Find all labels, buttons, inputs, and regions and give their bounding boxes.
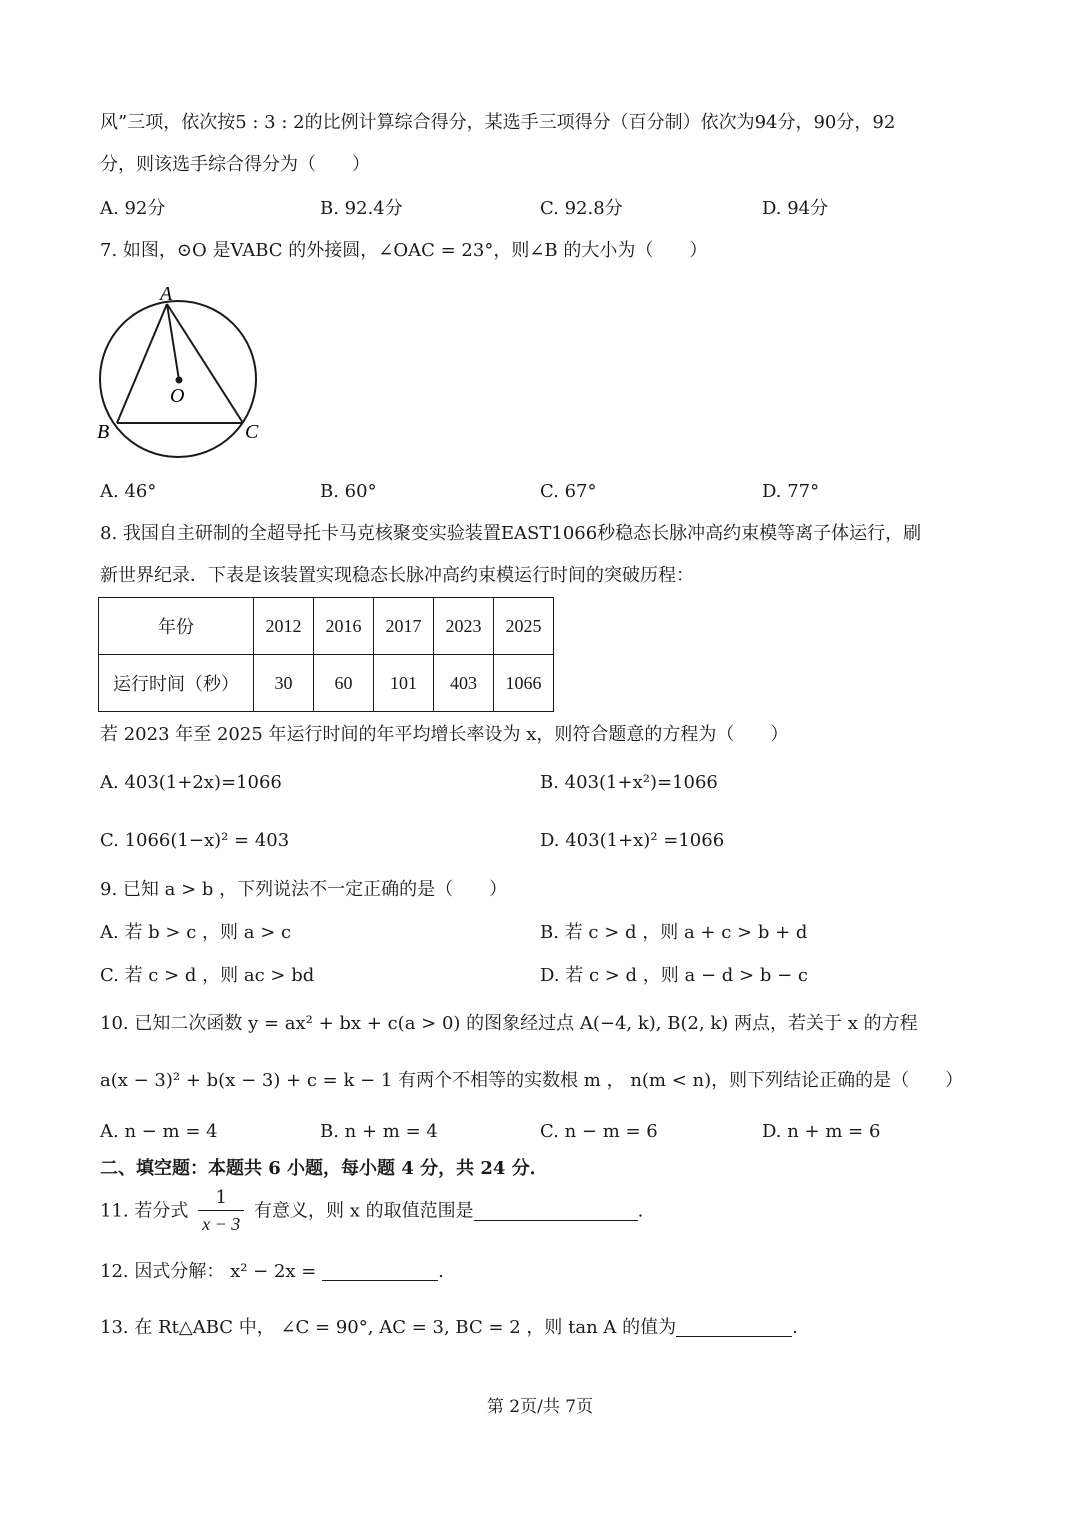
- q13-end: .: [792, 1317, 798, 1338]
- fraction-denominator: x − 3: [202, 1214, 241, 1234]
- fraction-numerator: 1: [198, 1186, 244, 1211]
- q9-option-d: D. 若 c > d ，则 a − d > b − c: [540, 965, 808, 986]
- year-cell: 2025: [494, 598, 554, 655]
- row-header-time: 运行时间（秒）: [99, 655, 254, 712]
- center-point: [176, 377, 183, 384]
- q6-line2: 分，则该选手综合得分为（ ）: [100, 154, 370, 175]
- q10-line2: a(x − 3)² + b(x − 3) + c = k − 1 有两个不相等的实数根 m ， n(m < n)，则下列结论正确的是（ ）: [100, 1070, 964, 1091]
- q9-stem: 9. 已知 a > b ，下列说法不一定正确的是（ ）: [100, 879, 508, 900]
- time-cell: 30: [254, 655, 314, 712]
- q8-option-d: D. 403(1+x)² =1066: [540, 830, 725, 851]
- q12-prefix: 12. 因式分解： x² − 2x =: [100, 1261, 323, 1282]
- q11-fraction: [198, 1186, 244, 1237]
- q6-option-b: B. 92.4分: [320, 198, 403, 219]
- q7-option-d: D. 77°: [762, 481, 820, 502]
- time-cell: 1066: [494, 655, 554, 712]
- q9-option-b: B. 若 c > d ，则 a + c > b + d: [540, 922, 808, 943]
- q8-data-table: [98, 597, 554, 712]
- q11-end: .: [637, 1200, 644, 1222]
- row-header-year: 年份: [99, 598, 254, 655]
- q8-option-b: B. 403(1+x²)=1066: [540, 772, 718, 793]
- q7-stem: 7. 如图，⊙O 是VABC 的外接圆，∠OAC = 23°，则∠B 的大小为（ ）: [100, 240, 708, 261]
- q11-suffix: 有意义，则 x 的取值范围是: [253, 1200, 474, 1222]
- year-cell: 2017: [374, 598, 434, 655]
- label-o: O: [170, 385, 185, 407]
- q6-option-c: C. 92.8分: [540, 198, 623, 219]
- q7-option-a: A. 46°: [100, 481, 157, 502]
- label-a: A: [160, 283, 173, 305]
- time-cell: 403: [434, 655, 494, 712]
- q12: [100, 1259, 444, 1285]
- section-heading: 二、填空题：本题共 6 小题，每小题 4 分，共 24 分．: [100, 1158, 548, 1179]
- q10-option-b: B. n + m = 4: [320, 1121, 438, 1142]
- q10-option-d: D. n + m = 6: [762, 1121, 881, 1142]
- answer-blank[interactable]: [676, 1316, 792, 1337]
- q9-option-a: A. 若 b > c ，则 a > c: [100, 922, 292, 943]
- q9-option-c: C. 若 c > d ，则 ac > bd: [100, 965, 315, 986]
- q12-end: .: [438, 1261, 444, 1282]
- q8-line2: 新世界纪录．下表是该装置实现稳态长脉冲高约束模运行时间的突破历程：: [100, 565, 694, 586]
- page-footer: 第 2页/共 7页: [486, 1397, 594, 1417]
- q11-prefix: 11. 若分式: [100, 1200, 189, 1222]
- q8-after-table: 若 2023 年至 2025 年运行时间的年平均增长率设为 x，则符合题意的方程为（ ）: [100, 724, 789, 745]
- q10-line1: 10. 已知二次函数 y = ax² + bx + c(a > 0) 的图象经过点 A(−4, k), B(2, k) 两点，若关于 x 的方程: [100, 1013, 918, 1034]
- q13: [100, 1315, 798, 1341]
- label-b: B: [97, 421, 110, 443]
- table-row: [99, 655, 554, 712]
- q10-option-c: C. n − m = 6: [540, 1121, 658, 1142]
- q7-option-b: B. 60°: [320, 481, 377, 502]
- q7-option-c: C. 67°: [540, 481, 597, 502]
- q6-option-d: D. 94分: [762, 198, 829, 219]
- q11: [100, 1186, 643, 1237]
- time-cell: 60: [314, 655, 374, 712]
- q6-option-a: A. 92分: [100, 198, 166, 219]
- q6-line1: 风”三项，依次按5 : 3 : 2的比例计算综合得分，某选手三项得分（百分制）依次为94分，90分，92: [100, 112, 896, 133]
- answer-blank[interactable]: [322, 1260, 438, 1281]
- q10-option-a: A. n − m = 4: [100, 1121, 218, 1142]
- year-cell: 2012: [254, 598, 314, 655]
- answer-blank[interactable]: [474, 1200, 638, 1221]
- label-c: C: [245, 421, 259, 443]
- year-cell: 2016: [314, 598, 374, 655]
- table-row: [99, 598, 554, 655]
- time-cell: 101: [374, 655, 434, 712]
- q13-prefix: 13. 在 Rt△ABC 中， ∠C = 90°, AC = 3, BC = 2 ，则 tan A 的值为: [100, 1317, 677, 1338]
- q8-option-c: C. 1066(1−x)² = 403: [100, 830, 290, 851]
- q7-circle-figure: [90, 282, 290, 467]
- q8-option-a: A. 403(1+2x)=1066: [100, 772, 282, 793]
- segment-oa: [167, 304, 179, 380]
- q8-line1: 8. 我国自主研制的全超导托卡马克核聚变实验装置EAST1066秒稳态长脉冲高约束模等离子体运行，刷: [100, 523, 922, 544]
- year-cell: 2023: [434, 598, 494, 655]
